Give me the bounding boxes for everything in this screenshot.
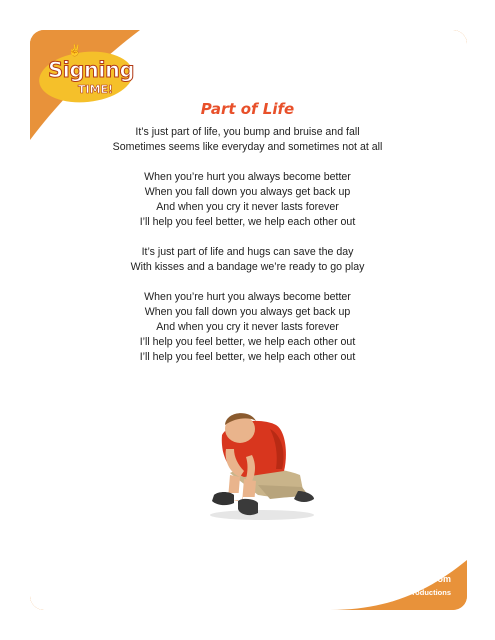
logo-sub: TIME! — [78, 83, 114, 96]
site-main: signingtime — [359, 571, 430, 585]
lyric-line: With kisses and a bandage we’re ready to go play — [130, 261, 365, 273]
footer — [320, 571, 451, 597]
site-prefix: www. — [336, 574, 360, 584]
lyrics-block — [0, 125, 495, 380]
lyric-line: It’s just part of life and hugs can save the day — [141, 246, 354, 258]
lyric-line: When you’re hurt you always become better — [144, 171, 351, 183]
lyric-line: When you fall down you always get back up — [144, 186, 351, 198]
logo-word: Signing — [48, 58, 134, 82]
stanza-4 — [0, 290, 495, 365]
child-photo — [200, 395, 320, 525]
lyric-line: When you fall down you always get back up — [144, 306, 351, 318]
lyric-line: I’ll help you feel better, we help each other out — [139, 336, 356, 348]
stanza-1 — [0, 125, 495, 155]
lyric-line: When you’re hurt you always become better — [144, 291, 351, 303]
stanza-2 — [0, 170, 495, 230]
lyric-line: Sometimes seems like everyday and sometimes not at all — [112, 141, 383, 153]
lyric-line: I’ll help you feel better, we help each other out — [139, 351, 356, 363]
copyright: © 2011 Two Little Hands Productions — [319, 588, 451, 597]
lyric-line: And when you cry it never lasts forever — [156, 321, 339, 333]
site-suffix: .com — [429, 574, 451, 584]
lyric-line: It’s just part of life, you bump and bruise and fall — [135, 126, 360, 138]
signing-time-logo — [36, 46, 136, 108]
hands-icon: ✌ — [68, 45, 82, 57]
website-link[interactable] — [320, 571, 451, 585]
stanza-3 — [0, 245, 495, 275]
lyric-line: I’ll help you feel better, we help each other out — [139, 216, 356, 228]
lyric-line: And when you cry it never lasts forever — [156, 201, 339, 213]
song-title: Part of Life — [200, 100, 295, 118]
